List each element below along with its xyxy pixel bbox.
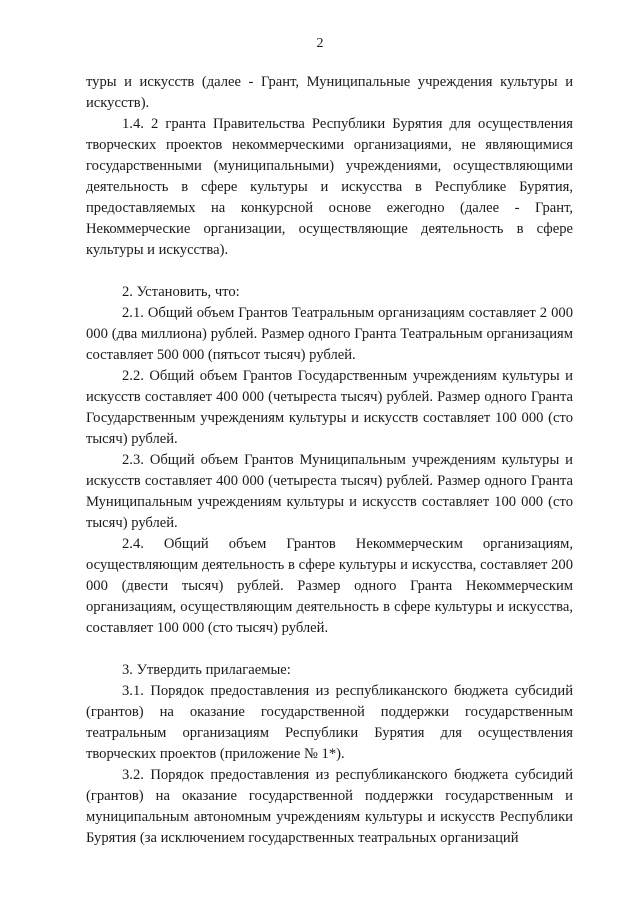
paragraph-2-1: 2.1. Общий объем Грантов Театральным организациям составляет 2 000 000 (два миллиона) рублей. Размер одного Гранта Театральным организациям составляет 500 000 (пятьсот тысяч) рублей. bbox=[86, 305, 573, 363]
spacer bbox=[86, 639, 573, 660]
spacer bbox=[86, 261, 573, 282]
paragraph-1-4: 1.4. 2 гранта Правительства Республики Бурятия для осуществления творческих проектов некоммерческими организациями, не являющимися государственными (муниципальными) учреждениями, осуществляющими деятельность в сфере культуры и искусства в Республике Бурятия, предоставляемых на конкурсной основе ежегодно (далее - Грант, Некоммерческие организации, осуществляющие деятельность в сфере культуры и искусства). bbox=[86, 116, 573, 258]
paragraph-2-2: 2.2. Общий объем Грантов Государственным учреждениям культуры и искусств составляет 400 000 (четыреста тысяч) рублей. Размер одного Гранта Государственным учреждениям культуры и искусств составляет 100 000 (сто тысяч) рублей. bbox=[86, 368, 573, 447]
paragraph-2-3: 2.3. Общий объем Грантов Муниципальным учреждениям культуры и искусств составляет 400 000 (четыреста тысяч) рублей. Размер одного Гранта Муниципальным учреждениям культуры и искусств составляет 100 000 (сто тысяч) рублей. bbox=[86, 452, 573, 531]
paragraph-3-heading: 3. Утвердить прилагаемые: bbox=[122, 662, 291, 678]
paragraph-3-1: 3.1. Порядок предоставления из республиканского бюджета субсидий (грантов) на оказание государственной поддержки государственным театральным организациям Республики Бурятия для осуществления творческих проектов (приложение № 1*). bbox=[86, 683, 573, 762]
paragraph-continuation: туры и искусств (далее - Грант, Муниципальные учреждения культуры и искусств). bbox=[86, 74, 573, 111]
paragraph-2-4: 2.4. Общий объем Грантов Некоммерческим организациям, осуществляющим деятельность в сфере культуры и искусства, составляет 200 000 (двести тысяч) рублей. Размер одного Гранта Некоммерческим организациям, осуществляющим деятельность в сфере культуры и искусства, составляет 100 000 (сто тысяч) рублей. bbox=[86, 536, 573, 636]
page-number: 2 bbox=[316, 36, 324, 51]
paragraph-2-heading: 2. Установить, что: bbox=[122, 284, 240, 300]
document-body bbox=[86, 72, 573, 849]
paragraph-3-2: 3.2. Порядок предоставления из республиканского бюджета субсидий (грантов) на оказание государственной поддержки государственным и муниципальным автономным учреждениям культуры и искусств Республики Бурятия (за исключением государственных театральных организаций bbox=[86, 767, 573, 846]
